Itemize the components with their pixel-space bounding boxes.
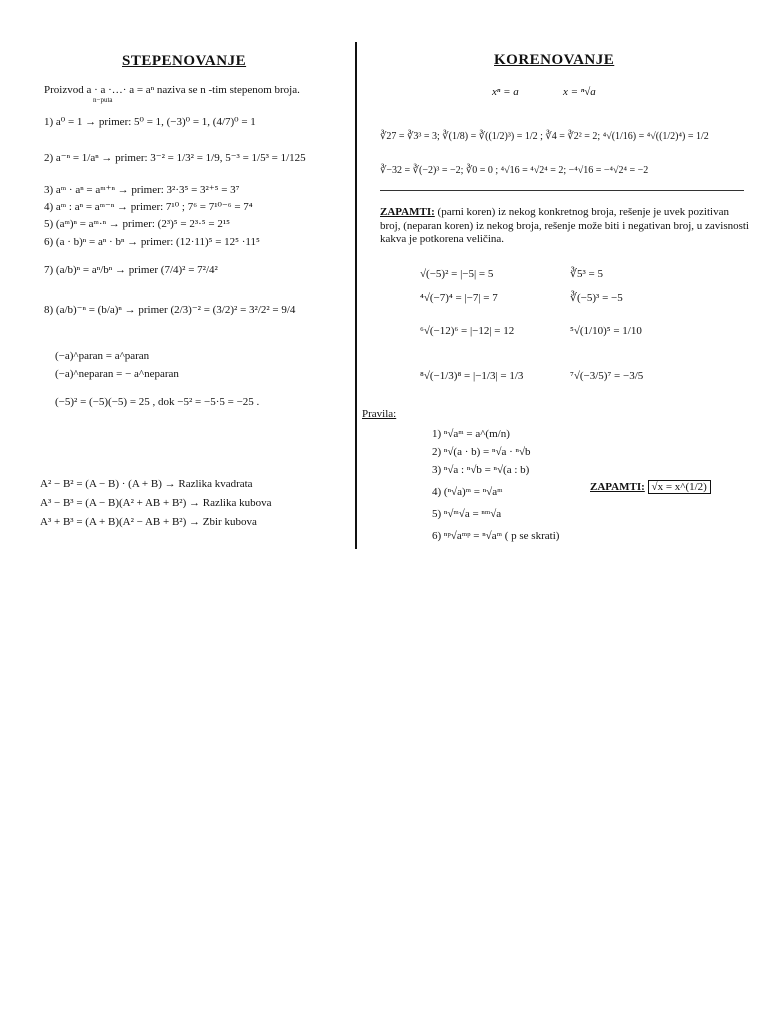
power-rule-7: 7) (a/b)ⁿ = aⁿ/bⁿ → primer (7/4)² = 7²/4² — [44, 264, 218, 276]
identity-sum-cubes: A³ + B³ = (A + B)(A² − AB + B²) → Zbir kubova — [40, 516, 257, 528]
zapamti-text: (parni koren) iz nekog konkretnog broja, rešenje je uvek pozitivan broj, (neparan koren) iz nekog broja, rešenje može biti i negativan broj, u zavisnosti kakva je potkorena veličina. — [380, 206, 749, 245]
root-examples-row-1: ∛27 = ∛3³ = 3; ∛(1/8) = ∛((1/2)³) = 1/2 ; ∛4 = ∛2² = 2; ⁴√(1/16) = ⁴√((1/2)⁴) = 1/2 — [380, 131, 709, 142]
even-root-4: ⁸√(−1/3)⁸ = |−1/3| = 1/3 — [420, 370, 524, 382]
zapamti-sqrt-label: ZAPAMTI: — [590, 481, 645, 493]
root-rule-4: 4) (ⁿ√a)ᵐ = ⁿ√aᵐ — [432, 486, 503, 498]
even-root-2: ⁴√(−7)⁴ = |−7| = 7 — [420, 292, 498, 304]
power-rule-4: 4) aᵐ : aⁿ = aᵐ⁻ⁿ → primer: 7¹⁰ ; 7⁶ = 7¹⁰⁻⁶ = 7⁴ — [44, 201, 253, 213]
parity-odd: (−a)^neparan = − a^neparan — [55, 368, 179, 380]
root-rule-3: 3) ⁿ√a : ⁿ√b = ⁿ√(a : b) — [432, 464, 530, 476]
section-rule — [380, 190, 744, 191]
root-rule-2: 2) ⁿ√(a · b) = ⁿ√a · ⁿ√b — [432, 446, 531, 458]
zapamti-sqrt-note — [590, 481, 711, 494]
power-rule-1: 1) a⁰ = 1 → primer: 5⁰ = 1, (−3)⁰ = 1, (4/7)⁰ = 1 — [44, 116, 256, 128]
identity-diff-squares: A² − B² = (A − B) · (A + B) → Razlika kvadrata — [40, 478, 253, 490]
parity-even: (−a)^paran = a^paran — [55, 350, 150, 362]
even-root-3: ⁶√(−12)⁶ = |−12| = 12 — [420, 325, 515, 337]
pravila-label: Pravila: — [362, 408, 397, 420]
power-rule-5: 5) (aᵐ)ⁿ = aᵐ·ⁿ → primer: (2³)⁵ = 2³·⁵ = 2¹⁵ — [44, 218, 230, 230]
power-definition: Proizvod a · a ·…· a = aⁿ naziva se n -tim stepenom broja. — [44, 84, 300, 96]
even-root-1: √(−5)² = |−5| = 5 — [420, 268, 494, 280]
root-rule-1: 1) ⁿ√aᵐ = a^(m/n) — [432, 428, 510, 440]
power-rule-6: 6) (a · b)ⁿ = aⁿ · bⁿ → primer: (12·11)⁵ = 12⁵ ·11⁵ — [44, 236, 260, 248]
odd-root-2: ∛(−5)³ = −5 — [570, 292, 623, 304]
column-divider — [355, 42, 357, 549]
identity-diff-cubes: A³ − B³ = (A − B)(A² + AB + B²) → Razlika kubova — [40, 497, 272, 509]
odd-root-3: ⁵√(1/10)⁵ = 1/10 — [570, 325, 642, 337]
korenovanje-title: KORENOVANJE — [494, 52, 615, 68]
odd-root-1: ∛5³ = 5 — [570, 268, 604, 280]
square-example: (−5)² = (−5)(−5) = 25 , dok −5² = −5·5 = −25 . — [55, 396, 260, 408]
root-def-power: xⁿ = a — [492, 86, 519, 98]
power-rule-3: 3) aᵐ · aⁿ = aᵐ⁺ⁿ → primer: 3²·3⁵ = 3²⁺⁵ = 3⁷ — [44, 184, 240, 196]
odd-root-4: ⁷√(−3/5)⁷ = −3/5 — [570, 370, 644, 382]
power-definition-sub: n−puta — [93, 96, 113, 104]
zapamti-label: ZAPAMTI: — [380, 206, 435, 218]
sqrt-half-power-formula: √x = x^(1/2) — [648, 480, 711, 494]
root-examples-row-2: ∛−32 = ∛(−2)³ = −2; ∛0 = 0 ; ⁴√16 = ⁴√2⁴ = 2; −⁴√16 = −⁴√2⁴ = −2 — [380, 165, 649, 176]
zapamti-note — [380, 206, 750, 247]
root-def-root: x = ⁿ√a — [563, 86, 596, 98]
power-rule-8: 8) (a/b)⁻ⁿ = (b/a)ⁿ → primer (2/3)⁻² = (3/2)² = 3²/2² = 9/4 — [44, 304, 296, 316]
stepenovanje-title: STEPENOVANJE — [122, 53, 247, 69]
root-rule-5: 5) ⁿ√ᵐ√a = ⁿᵐ√a — [432, 508, 502, 520]
power-rule-2: 2) a⁻ⁿ = 1/aⁿ → primer: 3⁻² = 1/3² = 1/9, 5⁻³ = 1/5³ = 1/125 — [44, 152, 306, 164]
root-rule-6: 6) ⁿᵖ√aᵐᵖ = ⁿ√aᵐ ( p se skrati) — [432, 530, 560, 542]
